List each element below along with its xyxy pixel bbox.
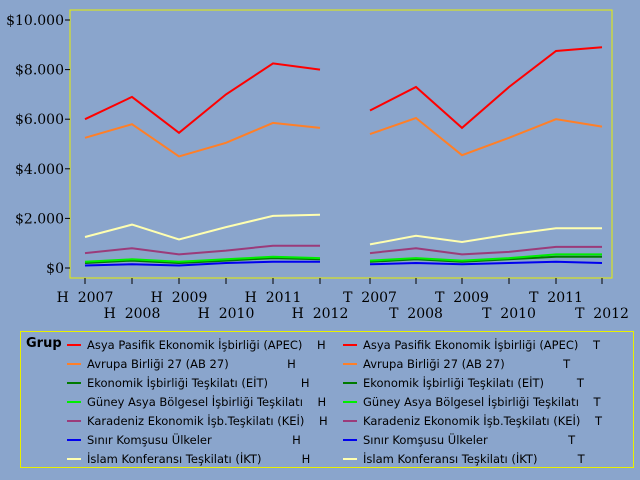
legend-entry — [343, 355, 570, 373]
series-line — [85, 123, 320, 156]
legend-swatch — [67, 363, 81, 365]
legend-swatch — [67, 439, 81, 441]
x-tick-label: H 2011 — [244, 290, 302, 306]
legend-swatch — [67, 382, 81, 384]
x-tick-label: T 2009 — [435, 290, 489, 306]
legend-label: Asya Pasifik Ekonomik İşbirliği (APEC) H — [87, 338, 326, 352]
y-tick-label: $0 — [46, 261, 64, 277]
legend-label: Sınır Komşusu Ülkeler H — [87, 433, 301, 447]
legend-swatch — [343, 363, 357, 365]
legend-entry — [343, 450, 585, 468]
x-tick-label: H 2009 — [150, 290, 208, 306]
legend-entry — [343, 393, 601, 411]
series-line — [370, 262, 602, 265]
x-tick-label: T 2007 — [343, 290, 397, 306]
legend-swatch — [343, 401, 357, 403]
legend-entry — [67, 393, 326, 411]
y-tick-label: $2.000 — [15, 211, 64, 228]
legend-label: Karadeniz Ekonomik İşb.Teşkilatı (KEİ) H — [87, 414, 328, 428]
legend-swatch — [343, 420, 357, 422]
y-tick-label: $6.000 — [15, 112, 64, 129]
legend-entry — [67, 374, 310, 392]
legend-entry — [343, 412, 602, 430]
x-tick-label: H 2007 — [56, 290, 114, 306]
legend-swatch — [67, 458, 81, 460]
x-tick-label: T 2012 — [575, 306, 629, 322]
x-tick-label: T 2011 — [529, 290, 583, 306]
x-tick-label: T 2010 — [482, 306, 536, 322]
legend-entry — [67, 412, 328, 430]
legend-label: İslam Konferansı Teşkilatı (İKT) T — [363, 452, 585, 466]
y-tick-label: $10.000 — [6, 13, 64, 29]
series-lines — [85, 47, 602, 265]
legend-label: Asya Pasifik Ekonomik İşbirliği (APEC) T — [363, 338, 601, 352]
legend-swatch — [67, 344, 81, 346]
legend-label: Avrupa Birliği 27 (AB 27) T — [363, 357, 571, 371]
x-tick-label: T 2008 — [389, 306, 443, 322]
legend-swatch — [343, 382, 357, 384]
series-line — [370, 247, 602, 255]
legend-label: Avrupa Birliği 27 (AB 27) H — [87, 357, 296, 371]
series-line — [85, 246, 320, 255]
x-tick-label: H 2012 — [291, 306, 349, 322]
legend-entry — [67, 450, 310, 468]
legend-title: Grup — [26, 336, 62, 351]
legend-swatch — [67, 420, 81, 422]
legend-entry — [343, 336, 600, 354]
legend-label: Ekonomik İşbirliği Teşkilatı (EİT) H — [87, 376, 310, 390]
legend-entry — [67, 431, 301, 449]
series-line — [370, 47, 602, 128]
legend-swatch — [343, 344, 357, 346]
legend-swatch — [343, 439, 357, 441]
legend-label: Ekonomik İşbirliği Teşkilatı (EİT) T — [363, 376, 584, 390]
legend-label: İslam Konferansı Teşkilatı (İKT) H — [87, 452, 311, 466]
legend-label: Karadeniz Ekonomik İşb.Teşkilatı (KEİ) T — [363, 414, 603, 428]
y-tick-label: $8.000 — [15, 62, 64, 79]
series-line — [370, 118, 602, 155]
plot-frame — [70, 10, 612, 278]
x-tick-label: H 2008 — [103, 306, 161, 322]
legend — [20, 331, 634, 468]
y-tick-label: $4.000 — [15, 161, 64, 178]
legend-entry — [67, 355, 296, 373]
legend-entry — [67, 336, 326, 354]
legend-swatch — [343, 458, 357, 460]
plot-border — [70, 10, 612, 278]
legend-entry — [343, 431, 575, 449]
series-line — [85, 215, 320, 240]
x-tick-label: H 2010 — [197, 306, 255, 322]
legend-label: Sınır Komşusu Ülkeler T — [363, 433, 576, 447]
legend-label: Güney Asya Bölgesel İşbirliği Teşkilatı T — [363, 395, 601, 409]
legend-label: Güney Asya Bölgesel İşbirliği Teşkilatı H — [87, 395, 327, 409]
y-axis-ticks — [6, 13, 70, 277]
legend-swatch — [67, 401, 81, 403]
x-axis-ticks — [57, 278, 629, 322]
legend-entry — [343, 374, 584, 392]
series-line — [370, 228, 602, 244]
series-line — [85, 63, 320, 132]
